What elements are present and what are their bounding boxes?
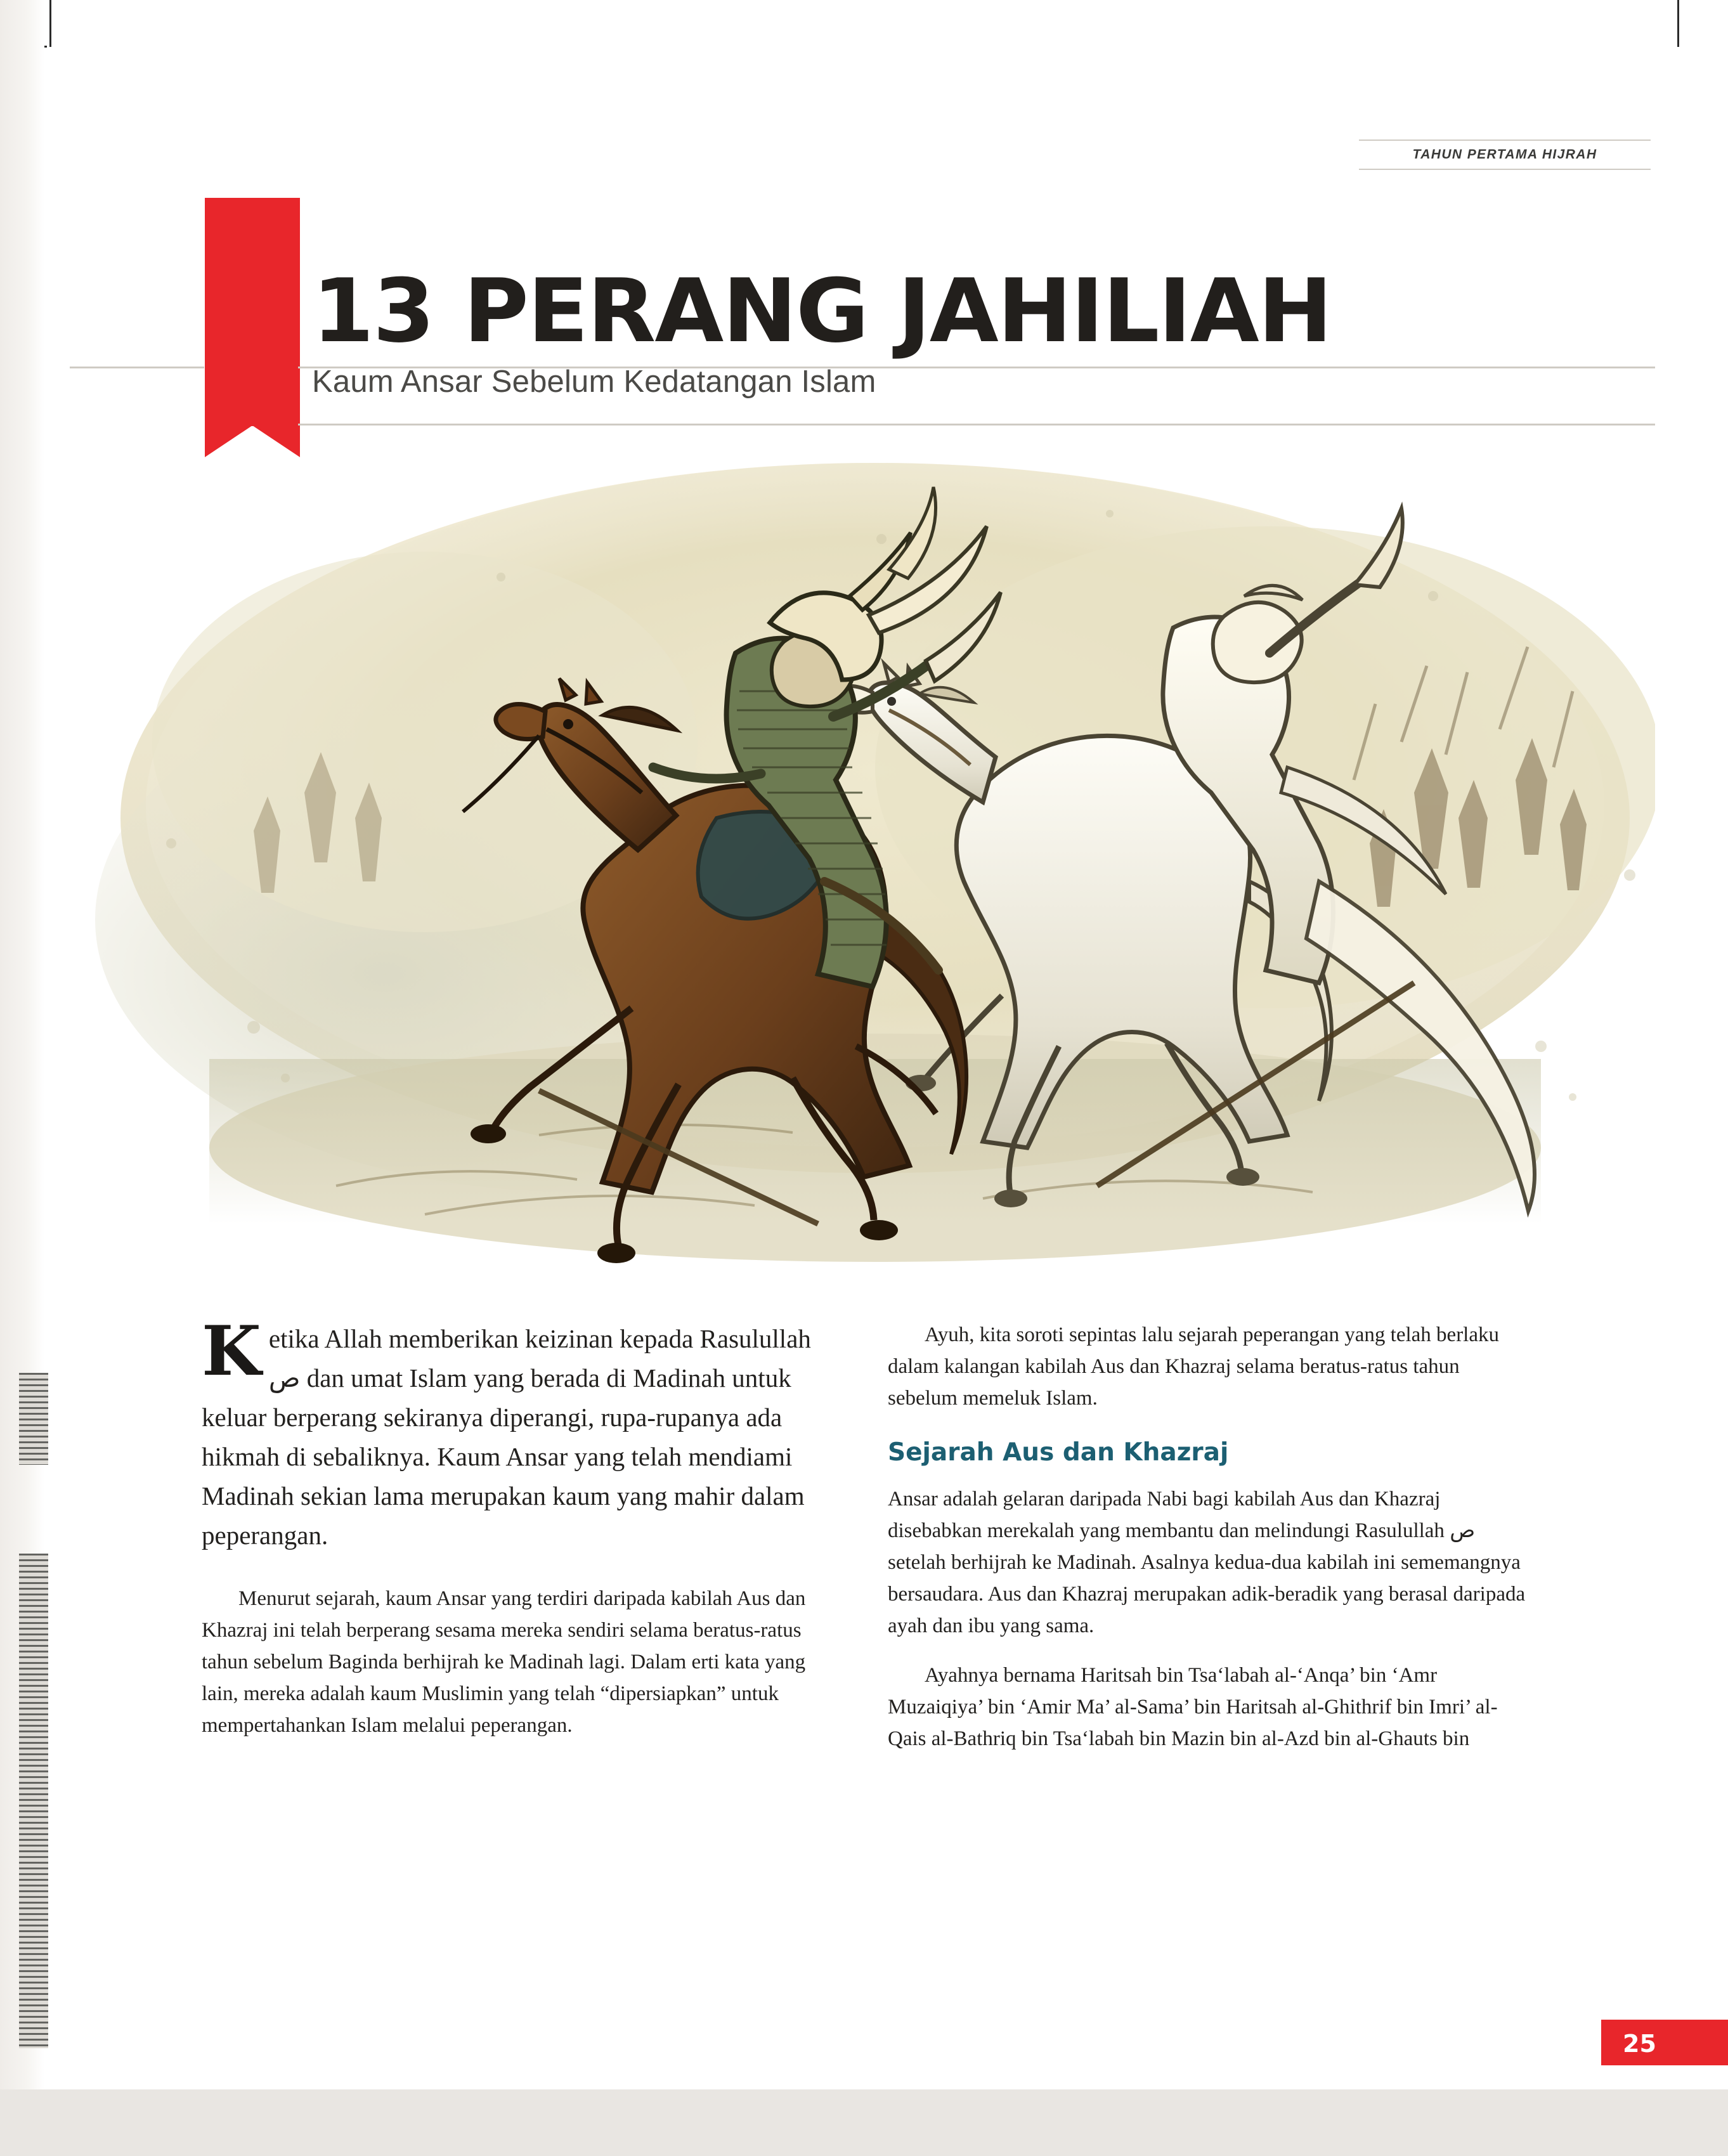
- body-column-right: [888, 1319, 1528, 1772]
- page-number: 25: [1623, 2030, 1656, 2058]
- spine-illustration-lower: [19, 1554, 48, 2048]
- page-bottom-band: [0, 2089, 1728, 2156]
- lead-paragraph: [202, 1311, 842, 1555]
- title-rule-bottom: [298, 424, 1655, 425]
- running-head: [1359, 140, 1651, 170]
- right-paragraph-1: Ayuh, kita soroti sepintas lalu sejarah peperangan yang telah berlaku dalam kalangan kabilah Aus dan Khazraj selama beratus-ratus tahun sebelum memeluk Islam.: [888, 1323, 1500, 1410]
- page-title: 13 PERANG JAHILIAH: [312, 260, 1332, 363]
- right-paragraph-2: Ansar adalah gelaran daripada Nabi bagi kabilah Aus dan Khazraj disebabkan merekalah yang membantu dan melindungi Rasulullah ص setelah berhijrah ke Madinah. Asalnya kedua-dua kabilah ini sememangnya bersaudara. Aus dan Khazraj merupakan adik-beradik yang berasal daripada ayah dan ibu yang sama.: [888, 1488, 1526, 1637]
- page-folio: [1601, 2020, 1728, 2065]
- crop-mark-top-right-v: [1677, 0, 1679, 47]
- title-accent-bar: [205, 198, 300, 426]
- page-subtitle: Kaum Ansar Sebelum Kedatangan Islam: [312, 365, 876, 399]
- spine-illustration-upper: [19, 1373, 48, 1465]
- left-paragraph-2: Menurut sejarah, kaum Ansar yang terdiri daripada kabilah Aus dan Khazraj ini telah berperang sesama mereka sendiri selama beratus-ratus tahun sebelum Baginda berhijrah ke Madinah lagi. Dalam erti kata yang lain, mereka adalah kaum Muslimin yang telah “dipersiapkan” untuk mempertahankan Islam melalui peperangan.: [202, 1587, 806, 1737]
- running-head-label: TAHUN PERTAMA HIJRAH: [1412, 147, 1597, 162]
- crop-mark-top-left-v: [49, 0, 51, 47]
- body-column-left: [202, 1311, 842, 1759]
- title-rule-left: [70, 367, 204, 368]
- lead-paragraph-text: etika Allah memberikan keizinan kepada Rasulullah ص dan umat Islam yang berada di Madinah untuk keluar berperang sekiranya diperangi, rupa-rupanya ada hikmah di sebaliknya. Kaum Ansar yang telah mendiami Madinah sekian lama merupakan kaum yang mahir dalam peperangan.: [202, 1324, 811, 1550]
- section-subheading: Sejarah Aus dan Khazraj: [888, 1438, 1229, 1467]
- battle-horsemen-illustration: [95, 438, 1655, 1281]
- drop-cap: K: [202, 1311, 261, 1391]
- right-paragraph-3: Ayahnya bernama Haritsah bin Tsa‘labah al-‘Anqa’ bin ‘Amr Muzaiqiya’ bin ‘Amir Ma’ al-Sama’ bin Haritsah al-Ghithrif bin Imri’ al-Qais al-Bathriq bin Tsa‘labah bin Mazin bin al-Azd bin al-Ghauts bin: [888, 1664, 1498, 1750]
